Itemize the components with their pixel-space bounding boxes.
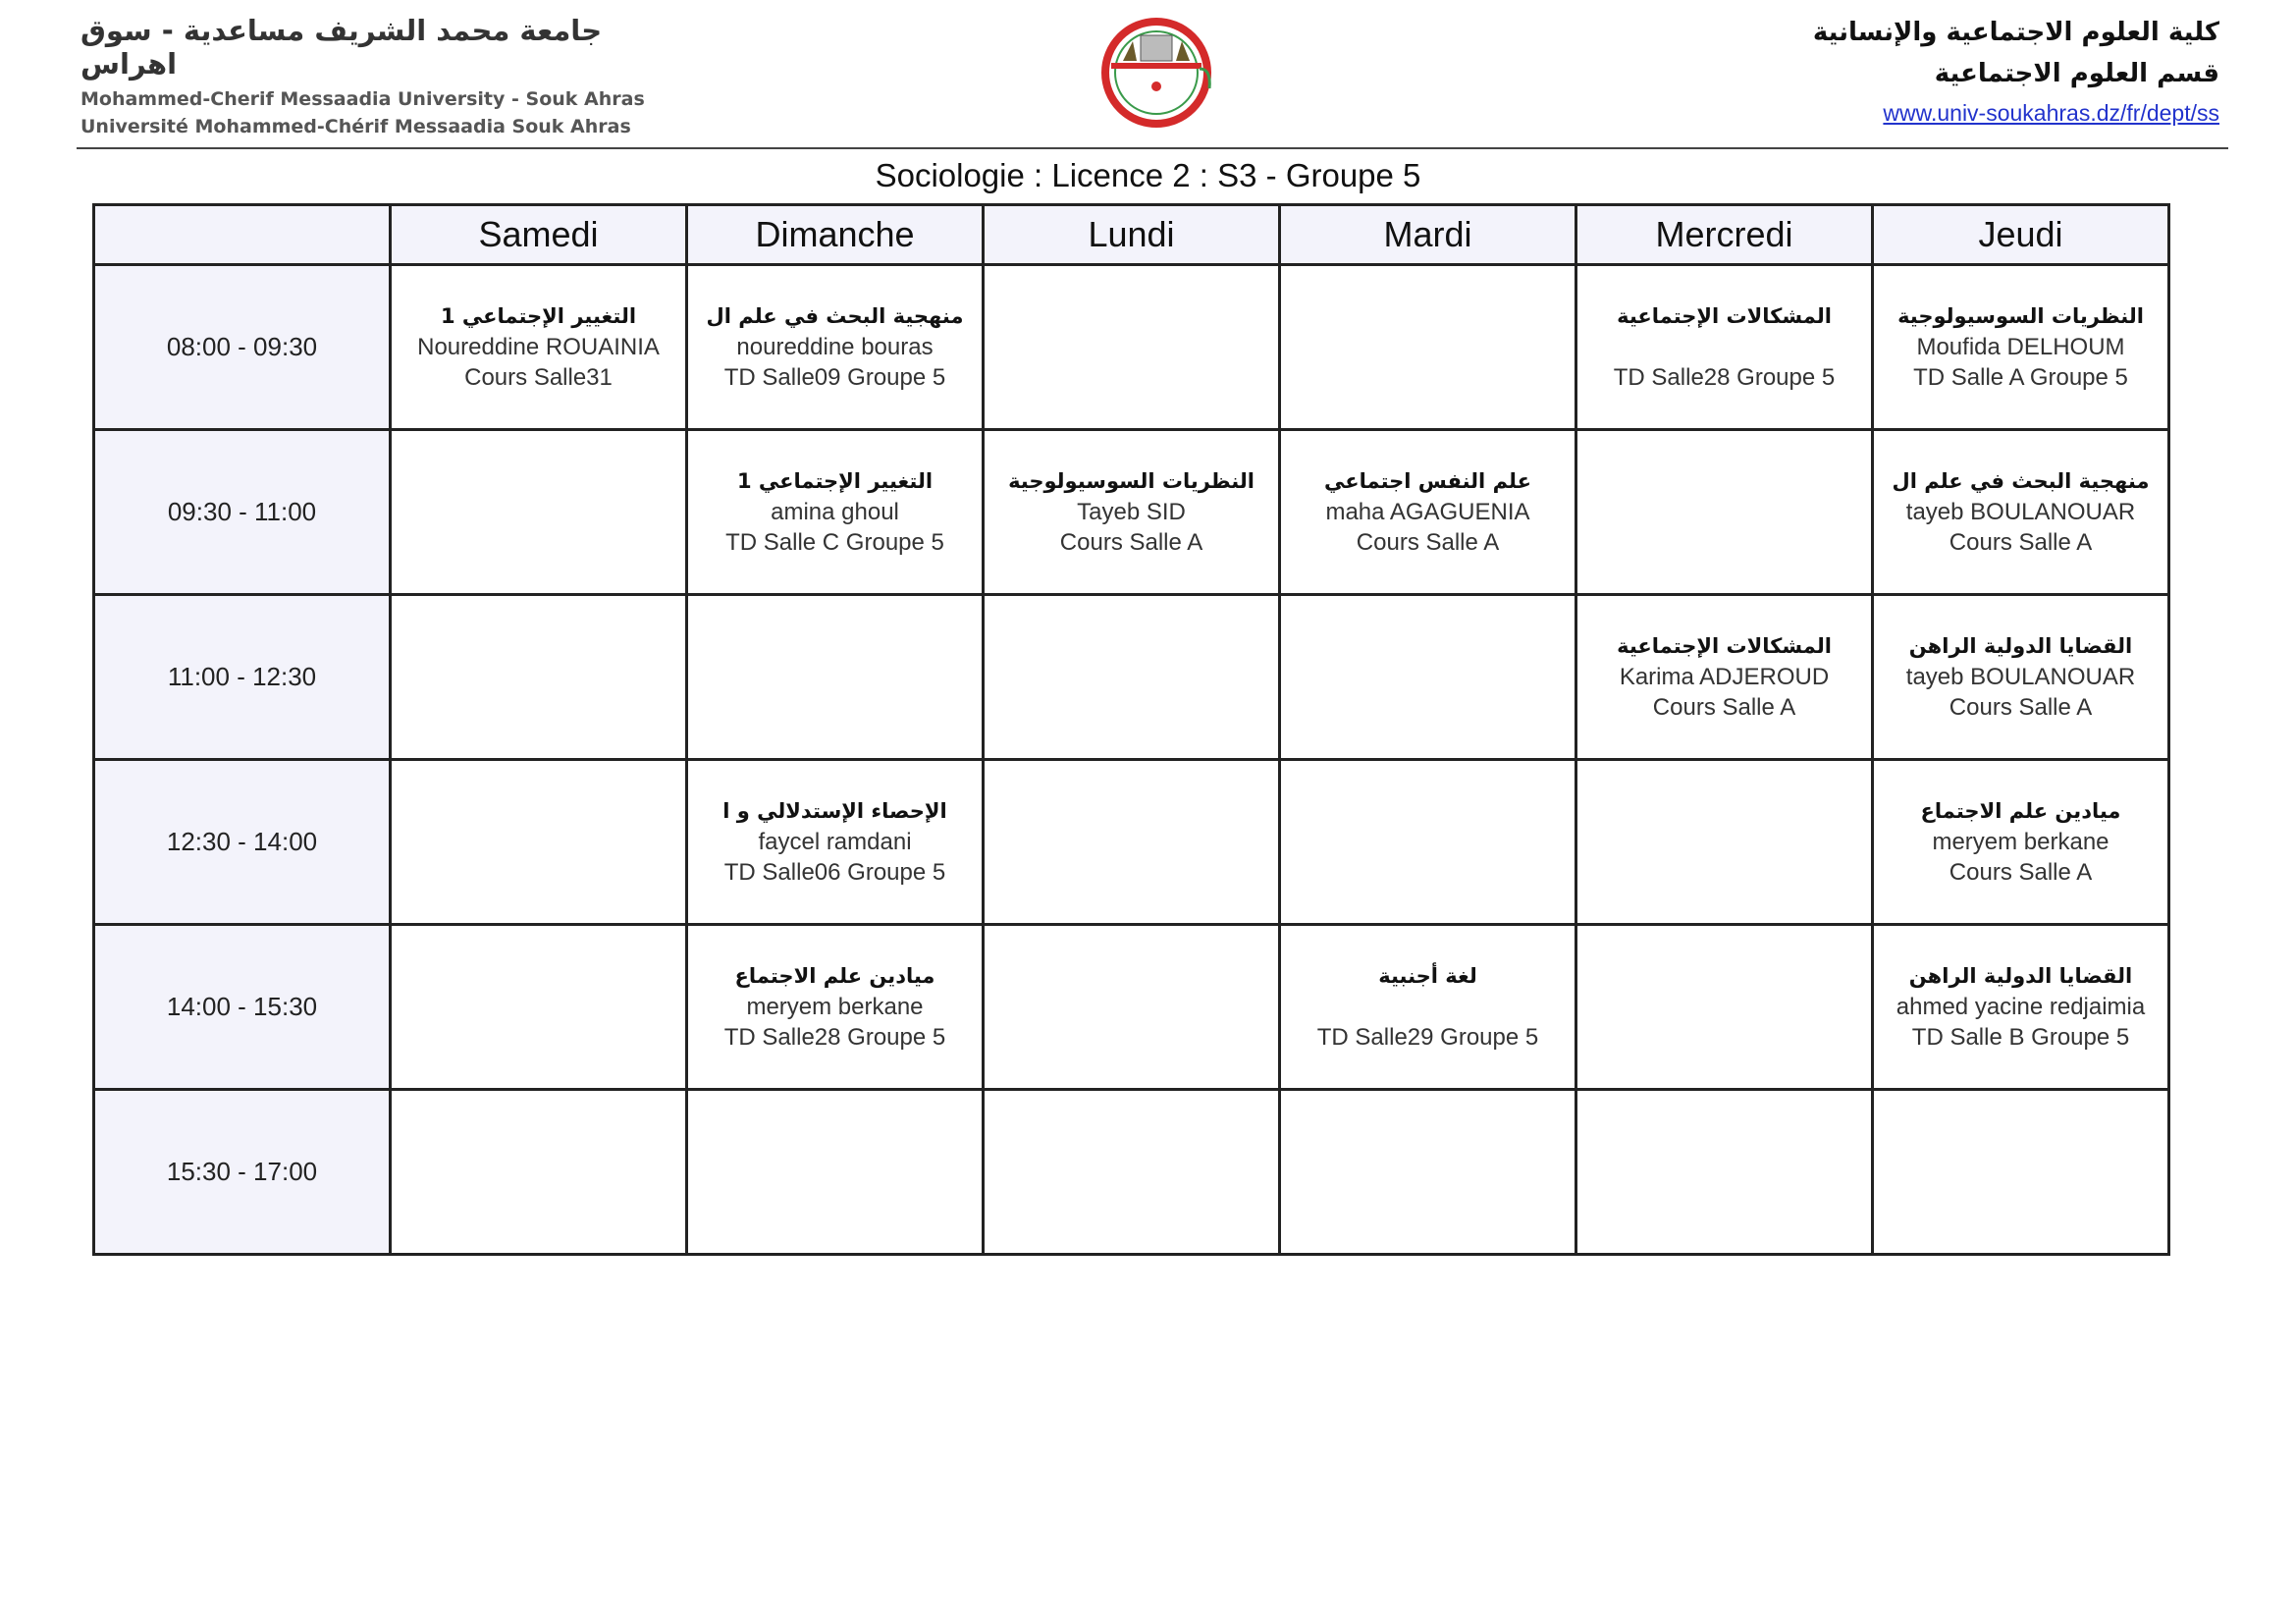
session-cell [1280, 430, 1576, 595]
session-cell [1576, 265, 1873, 430]
empty-cell [391, 925, 687, 1090]
session-room: Cours Salle A [1059, 529, 1203, 556]
faculty-header-right [1813, 18, 2219, 127]
session-cell [1576, 595, 1873, 760]
session-room: TD Salle B Groupe 5 [1911, 1024, 2130, 1051]
university-name-en: Mohammed-Cherif Messaadia University - Souk Ahras [80, 88, 645, 110]
corner-cell [94, 205, 391, 265]
session-teacher: Noureddine ROUAINIA [417, 334, 660, 360]
session-subject: لغة أجنبية [1378, 964, 1477, 988]
session-teacher [1281, 992, 1575, 1022]
time-slot-label: 09:30 - 11:00 [94, 430, 391, 595]
empty-cell [391, 1090, 687, 1255]
session-subject: الإحصاء الإستدلالي و ا [722, 799, 947, 823]
empty-cell [391, 595, 687, 760]
session-room: TD Salle09 Groupe 5 [723, 364, 946, 391]
time-slot-label: 12:30 - 14:00 [94, 760, 391, 925]
header-divider [77, 147, 2228, 149]
session-teacher: Tayeb SID [1077, 499, 1186, 525]
day-header-jeudi: Jeudi [1873, 205, 2169, 265]
empty-cell [1576, 925, 1873, 1090]
session-teacher: meryem berkane [1932, 829, 2109, 855]
session-cell [1873, 595, 2169, 760]
session-teacher: tayeb BOULANOUAR [1905, 664, 2136, 690]
session-cell [687, 430, 984, 595]
empty-cell [1873, 1090, 2169, 1255]
time-slot-row [94, 430, 2169, 595]
empty-cell [1576, 430, 1873, 595]
university-name-ar: جامعة محمد الشريف مساعدية - سوق اهراس [80, 14, 603, 81]
session-teacher: meryem berkane [746, 994, 924, 1020]
timetable-title: Sociologie : Licence 2 : S3 - Groupe 5 [875, 157, 1421, 193]
day-header-samedi: Samedi [391, 205, 687, 265]
university-name-fr: Université Mohammed-Chérif Messaadia Souk Ahras [80, 116, 631, 137]
empty-cell [984, 760, 1280, 925]
session-teacher: faycel ramdani [758, 829, 912, 855]
session-teacher: Karima ADJEROUD [1619, 664, 1830, 690]
empty-cell [984, 595, 1280, 760]
university-header-left [80, 14, 669, 137]
session-cell [1280, 925, 1576, 1090]
session-teacher: amina ghoul [771, 499, 899, 525]
session-teacher [1577, 332, 1871, 362]
session-cell [1873, 265, 2169, 430]
empty-cell [391, 760, 687, 925]
empty-cell [687, 595, 984, 760]
session-subject: النظريات السوسيولوجية [1897, 304, 2144, 328]
time-slot-row [94, 760, 2169, 925]
session-room: TD Salle A Groupe 5 [1913, 364, 2128, 391]
empty-cell [984, 1090, 1280, 1255]
session-cell [984, 430, 1280, 595]
time-slot-row [94, 265, 2169, 430]
session-subject: علم النفس اجتماعي [1324, 469, 1531, 493]
session-room: Cours Salle A [1949, 694, 2093, 721]
day-header-lundi: Lundi [984, 205, 1280, 265]
time-slot-label: 14:00 - 15:30 [94, 925, 391, 1090]
session-room: Cours Salle31 [464, 364, 613, 391]
day-header-mercredi: Mercredi [1576, 205, 1873, 265]
session-cell [1873, 760, 2169, 925]
session-subject: النظريات السوسيولوجية [1008, 469, 1255, 493]
empty-cell [687, 1090, 984, 1255]
session-subject: المشكالات الإجتماعية [1617, 304, 1832, 328]
session-room: TD Salle06 Groupe 5 [723, 859, 946, 886]
session-room: Cours Salle A [1949, 859, 2093, 886]
session-cell [687, 760, 984, 925]
session-subject: منهجية البحث في علم ال [1892, 469, 2150, 493]
session-subject: القضايا الدولية الراهن [1908, 964, 2133, 988]
empty-cell [1280, 265, 1576, 430]
empty-cell [1280, 1090, 1576, 1255]
timetable [92, 203, 2170, 1256]
session-subject: ميادين علم الاجتماع [1920, 799, 2121, 823]
day-header-mardi: Mardi [1280, 205, 1576, 265]
department-name-ar: قسم العلوم الاجتماعية [1934, 59, 2219, 88]
session-room: Cours Salle A [1356, 529, 1500, 556]
department-website-link[interactable]: www.univ-soukahras.dz/fr/dept/ss [1883, 100, 2219, 126]
time-slot-row [94, 595, 2169, 760]
session-cell [687, 925, 984, 1090]
session-teacher: ahmed yacine redjaimia [1896, 994, 2146, 1020]
session-room: Cours Salle A [1652, 694, 1796, 721]
time-slot-label: 08:00 - 09:30 [94, 265, 391, 430]
session-subject: التغيير الإجتماعي 1 [736, 469, 934, 493]
session-cell [1873, 430, 2169, 595]
session-teacher: Moufida DELHOUM [1916, 334, 2125, 360]
session-subject: منهجية البحث في علم ال [706, 304, 964, 328]
empty-cell [1576, 1090, 1873, 1255]
session-room: Cours Salle A [1949, 529, 2093, 556]
empty-cell [984, 265, 1280, 430]
session-cell [1873, 925, 2169, 1090]
time-slot-row [94, 1090, 2169, 1255]
empty-cell [984, 925, 1280, 1090]
session-subject: ميادين علم الاجتماع [734, 964, 935, 988]
session-teacher: tayeb BOULANOUAR [1905, 499, 2136, 525]
time-slot-row [94, 925, 2169, 1090]
session-room: TD Salle C Groupe 5 [725, 529, 944, 556]
empty-cell [1576, 760, 1873, 925]
empty-cell [391, 430, 687, 595]
day-header-row [94, 205, 2169, 265]
day-header-dimanche: Dimanche [687, 205, 984, 265]
empty-cell [1280, 760, 1576, 925]
session-room: TD Salle28 Groupe 5 [1613, 364, 1836, 391]
faculty-name-ar: كلية العلوم الاجتماعية والإنسانية [1812, 18, 2219, 47]
time-slot-label: 11:00 - 12:30 [94, 595, 391, 760]
session-teacher: noureddine bouras [736, 334, 934, 360]
session-room: TD Salle29 Groupe 5 [1316, 1024, 1539, 1051]
session-cell [391, 265, 687, 430]
session-subject: القضايا الدولية الراهن [1908, 634, 2133, 658]
university-logo-icon [1097, 14, 1219, 130]
session-room: TD Salle28 Groupe 5 [723, 1024, 946, 1051]
empty-cell [1280, 595, 1576, 760]
session-subject: التغيير الإجتماعي 1 [440, 304, 637, 328]
session-cell [687, 265, 984, 430]
session-subject: المشكالات الإجتماعية [1617, 634, 1832, 658]
time-slot-label: 15:30 - 17:00 [94, 1090, 391, 1255]
session-teacher: maha AGAGUENIA [1325, 499, 1530, 525]
